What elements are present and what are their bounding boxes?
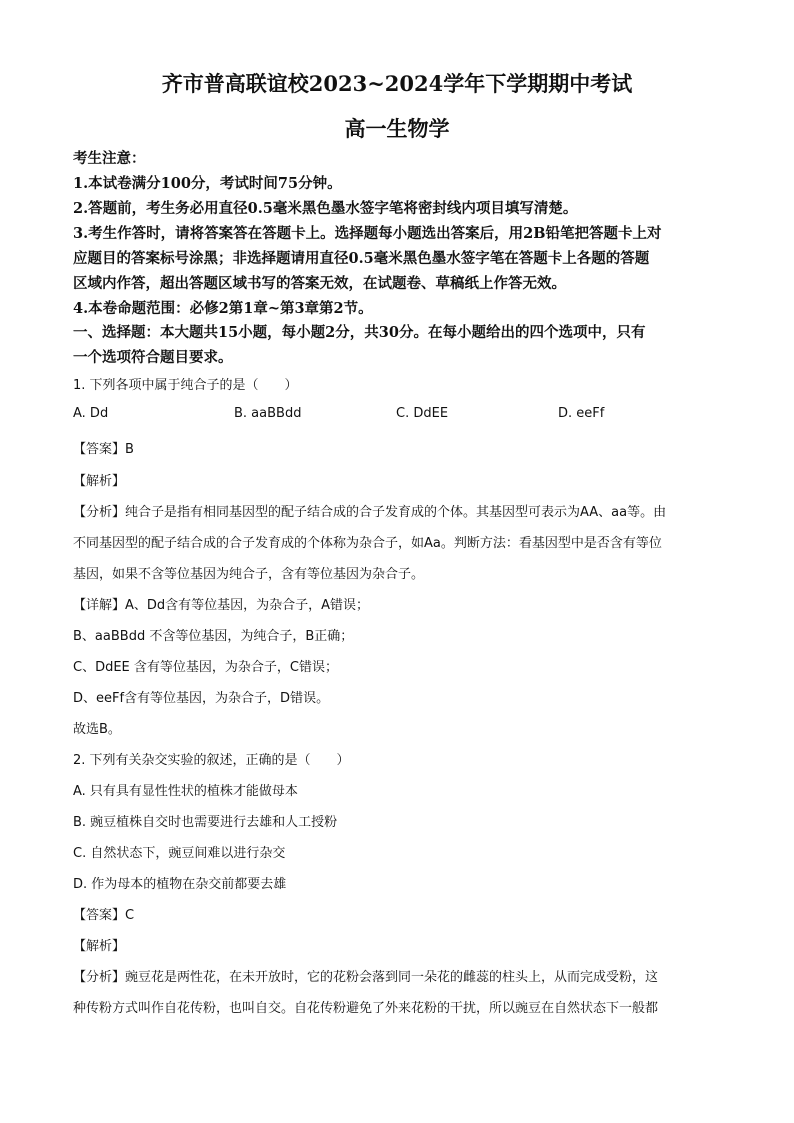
notice-item: 应题目的答案标号涂黑；非选择题请用直径0.5毫米黑色墨水签字笔在答题卡上各题的答题 (73, 250, 650, 267)
option-c: C. DdEE (396, 406, 449, 421)
detail-line: 故选B。 (73, 722, 121, 737)
analysis-line: 【分析】豌豆花是两性花，在未开放时，它的花粉会落到同一朵花的雌蕊的柱头上，从而完成受粉，这 (73, 970, 659, 985)
notice-item: 区域内作答，超出答题区域书写的答案无效，在试题卷、草稿纸上作答无效。 (73, 275, 566, 292)
analysis-label: 【解析】 (73, 474, 126, 489)
option-d: D. eeFf (558, 406, 605, 421)
exam-subtitle: 高一生物学 (344, 116, 450, 141)
detail-line: B、aaBBdd 不含等位基因，为纯合子，B正确； (73, 629, 354, 644)
analysis-line: 种传粉方式叫作自花传粉，也叫自交。自花传粉避免了外来花粉的干扰，所以豌豆在自然状态下一般都 (73, 1001, 659, 1016)
section-heading-line: 一、选择题：本大题共15小题，每小题2分，共30分。在每小题给出的四个选项中，只有 (73, 324, 646, 341)
analysis-line: 【分析】纯合子是指有相同基因型的配子结合成的合子发育成的个体。其基因型可表示为AA、aa等。由 (73, 505, 667, 520)
question-stem: 1. 下列各项中属于纯合子的是（ ） (73, 378, 298, 393)
analysis-line: 基因，如果不含等位基因为纯合子，含有等位基因为杂合子。 (73, 567, 425, 582)
section-heading-line: 一个选项符合题目要求。 (73, 349, 233, 366)
notice-item: 3.考生作答时，请将答案答在答题卡上。选择题每小题选出答案后，用2B铅笔把答题卡上对 (73, 225, 662, 242)
detail-line: 【详解】A、Dd含有等位基因，为杂合子，A错误； (73, 598, 370, 613)
analysis-label: 【解析】 (73, 939, 126, 954)
notice-item: 1.本试卷满分100分，考试时间75分钟。 (73, 175, 342, 192)
option-d: D. 作为母本的植物在杂交前都要去雄 (73, 877, 287, 892)
option-a: A. 只有具有显性性状的植株才能做母本 (73, 784, 298, 799)
notice-heading: 考生注意： (73, 150, 146, 167)
option-b: B. 豌豆植株自交时也需要进行去雄和人工授粉 (73, 815, 338, 830)
answer-label: 【答案】B (73, 442, 134, 457)
option-b: B. aaBBdd (234, 406, 302, 421)
notice-item: 4.本卷命题范围：必修2第1章~第3章第2节。 (73, 300, 373, 317)
answer-label: 【答案】C (73, 908, 135, 923)
question-stem: 2. 下列有关杂交实验的叙述，正确的是（ ） (73, 753, 350, 768)
analysis-line: 不同基因型的配子结合成的合子发育成的个体称为杂合子，如Aa。判断方法：看基因型中是否含有等位 (73, 536, 662, 551)
exam-title: 齐市普高联谊校2023~2024学年下学期期中考试 (161, 71, 633, 96)
notice-item: 2.答题前，考生务必用直径0.5毫米黑色墨水签字笔将密封线内项目填写清楚。 (73, 200, 578, 217)
option-a: A. Dd (73, 406, 109, 421)
option-c: C. 自然状态下，豌豆间难以进行杂交 (73, 846, 286, 861)
detail-line: C、DdEE 含有等位基因，为杂合子，C错误； (73, 660, 338, 675)
detail-line: D、eeFf含有等位基因，为杂合子，D错误。 (73, 691, 330, 706)
